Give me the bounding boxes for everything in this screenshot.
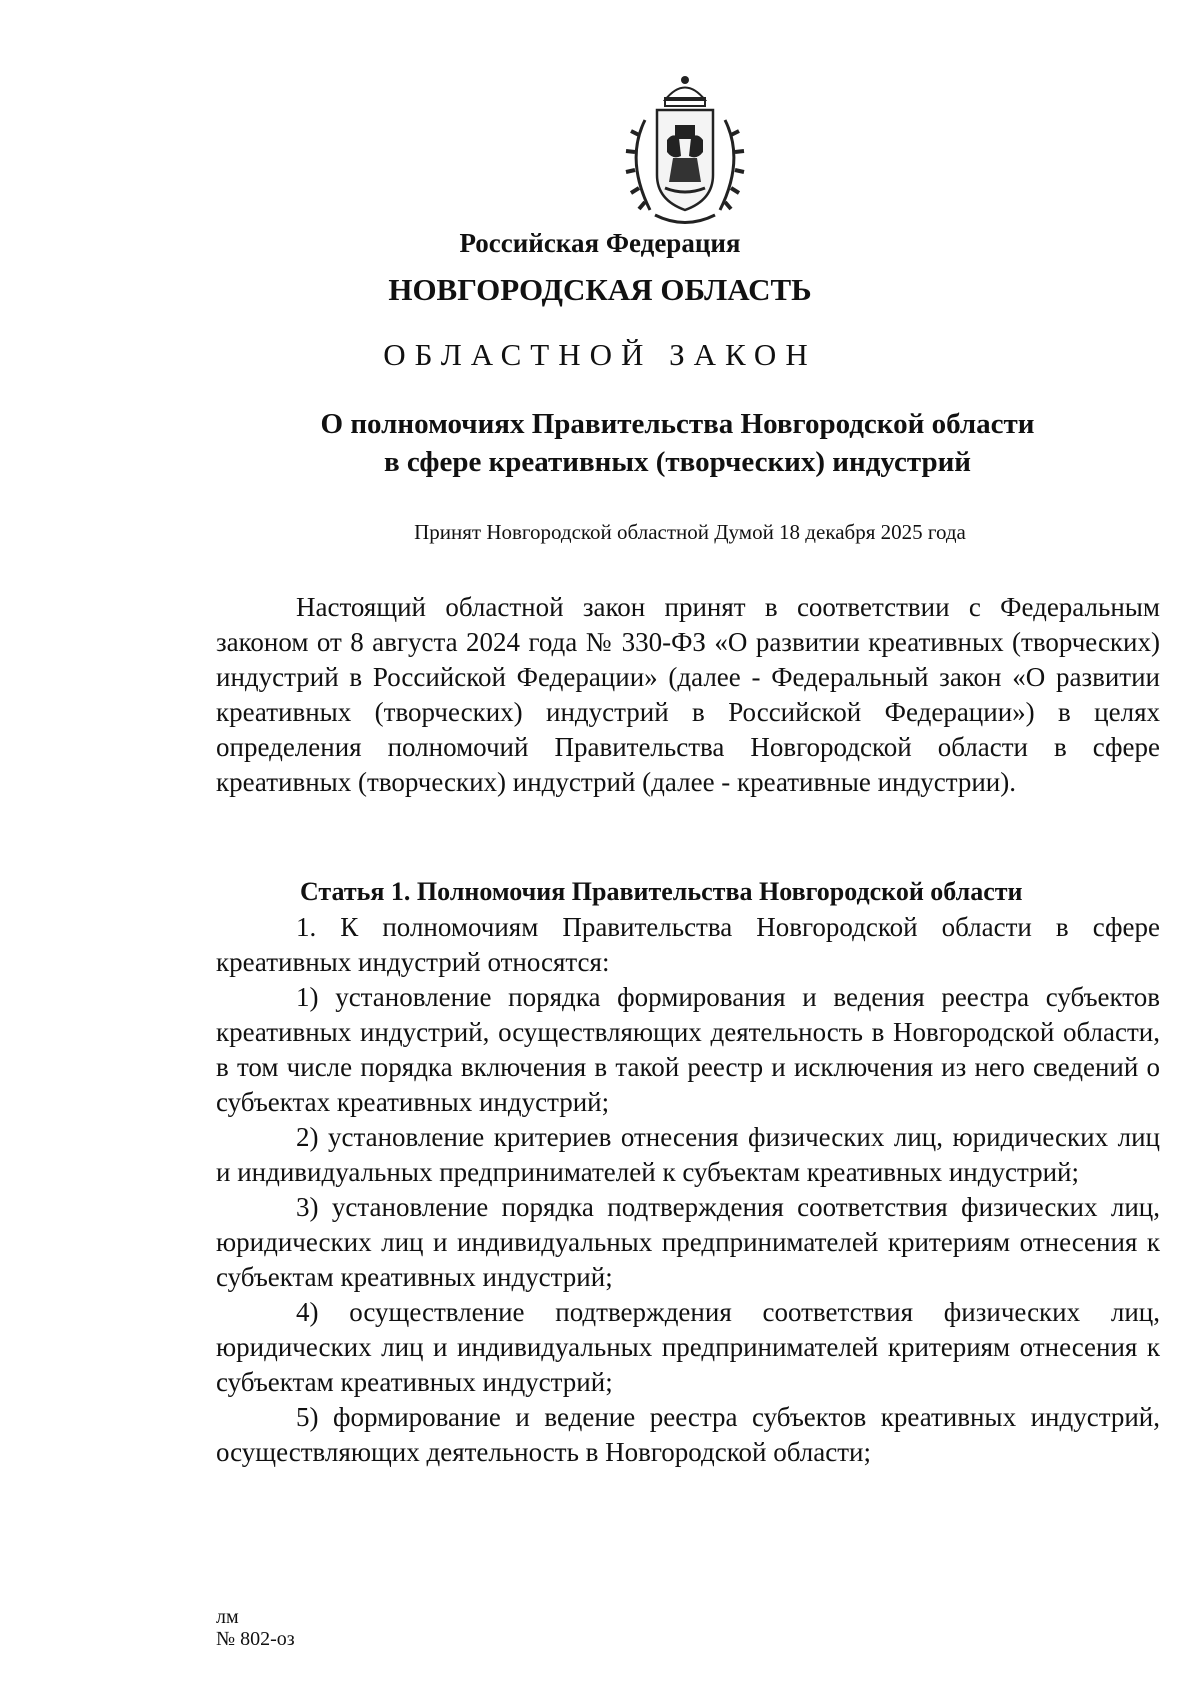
country-name: Российская Федерация [459,228,741,258]
article-1-item: 3) установление порядка подтверждения соответствия физических лиц, юридических лиц и индивидуальных предпринимателей критериям отнесения к субъектам креативных индустрий; [216,1192,1160,1292]
article-1-item: 5) формирование и ведение реестра субъектов креативных индустрий, осуществляющих деятельность в Новгородской области; [216,1402,1160,1467]
preamble [216,590,1160,800]
article-1-item: 4) осуществление подтверждения соответствия физических лиц, юридических лиц и индивидуальных предпринимателей критериям отнесения к субъектам креативных индустрий; [216,1297,1160,1397]
law-title-line-2: в сфере креативных (творческих) индустрий [383,446,972,478]
law-title [280,405,1075,481]
footer-initials: лм [216,1606,239,1628]
preamble-paragraph: Настоящий областной закон принят в соответствии с Федеральным законом от 8 августа 2024 года № 330-ФЗ «О развитии креативных (творческих) индустрий в Российской Федерации» (далее - Федеральный закон «О развитии креативных (творческих) индустрий в Российской Федерации») в целях определения полномочий Правительства Новгородской области в сфере креативных (творческих) индустрий (далее - креативные индустрии). [216,592,1160,797]
article-1-part-1: 1. К полномочиям Правительства Новгородской области в сфере креативных индустрий относятся: [216,912,1160,977]
law-title-line-1: О полномочиях Правительства Новгородской области [320,408,1035,440]
region-name: НОВГОРОДСКАЯ ОБЛАСТЬ [388,272,812,307]
footer-law-number: № 802-оз [216,1628,295,1650]
document-footer [216,1606,295,1650]
document-type: ОБЛАСТНОЙ ЗАКОН [383,337,817,372]
article-1-body [216,910,1160,1470]
article-1-item: 1) установление порядка формирования и ведения реестра субъектов креативных индустрий, осуществляющих деятельность в Новгородской области, в том числе порядка включения в такой реестр и исключения из него сведений о субъектах креативных индустрий; [216,982,1160,1117]
article-1-title: Статья 1. Полномочия Правительства Новгородской области [300,877,1023,906]
article-1-item: 2) установление критериев отнесения физических лиц, юридических лиц и индивидуальных предпринимателей к субъектам креативных индустрий; [216,1122,1160,1187]
coat-of-arms-icon [615,70,755,230]
adoption-note: Принят Новгородской областной Думой 18 декабря 2025 года [414,520,966,544]
